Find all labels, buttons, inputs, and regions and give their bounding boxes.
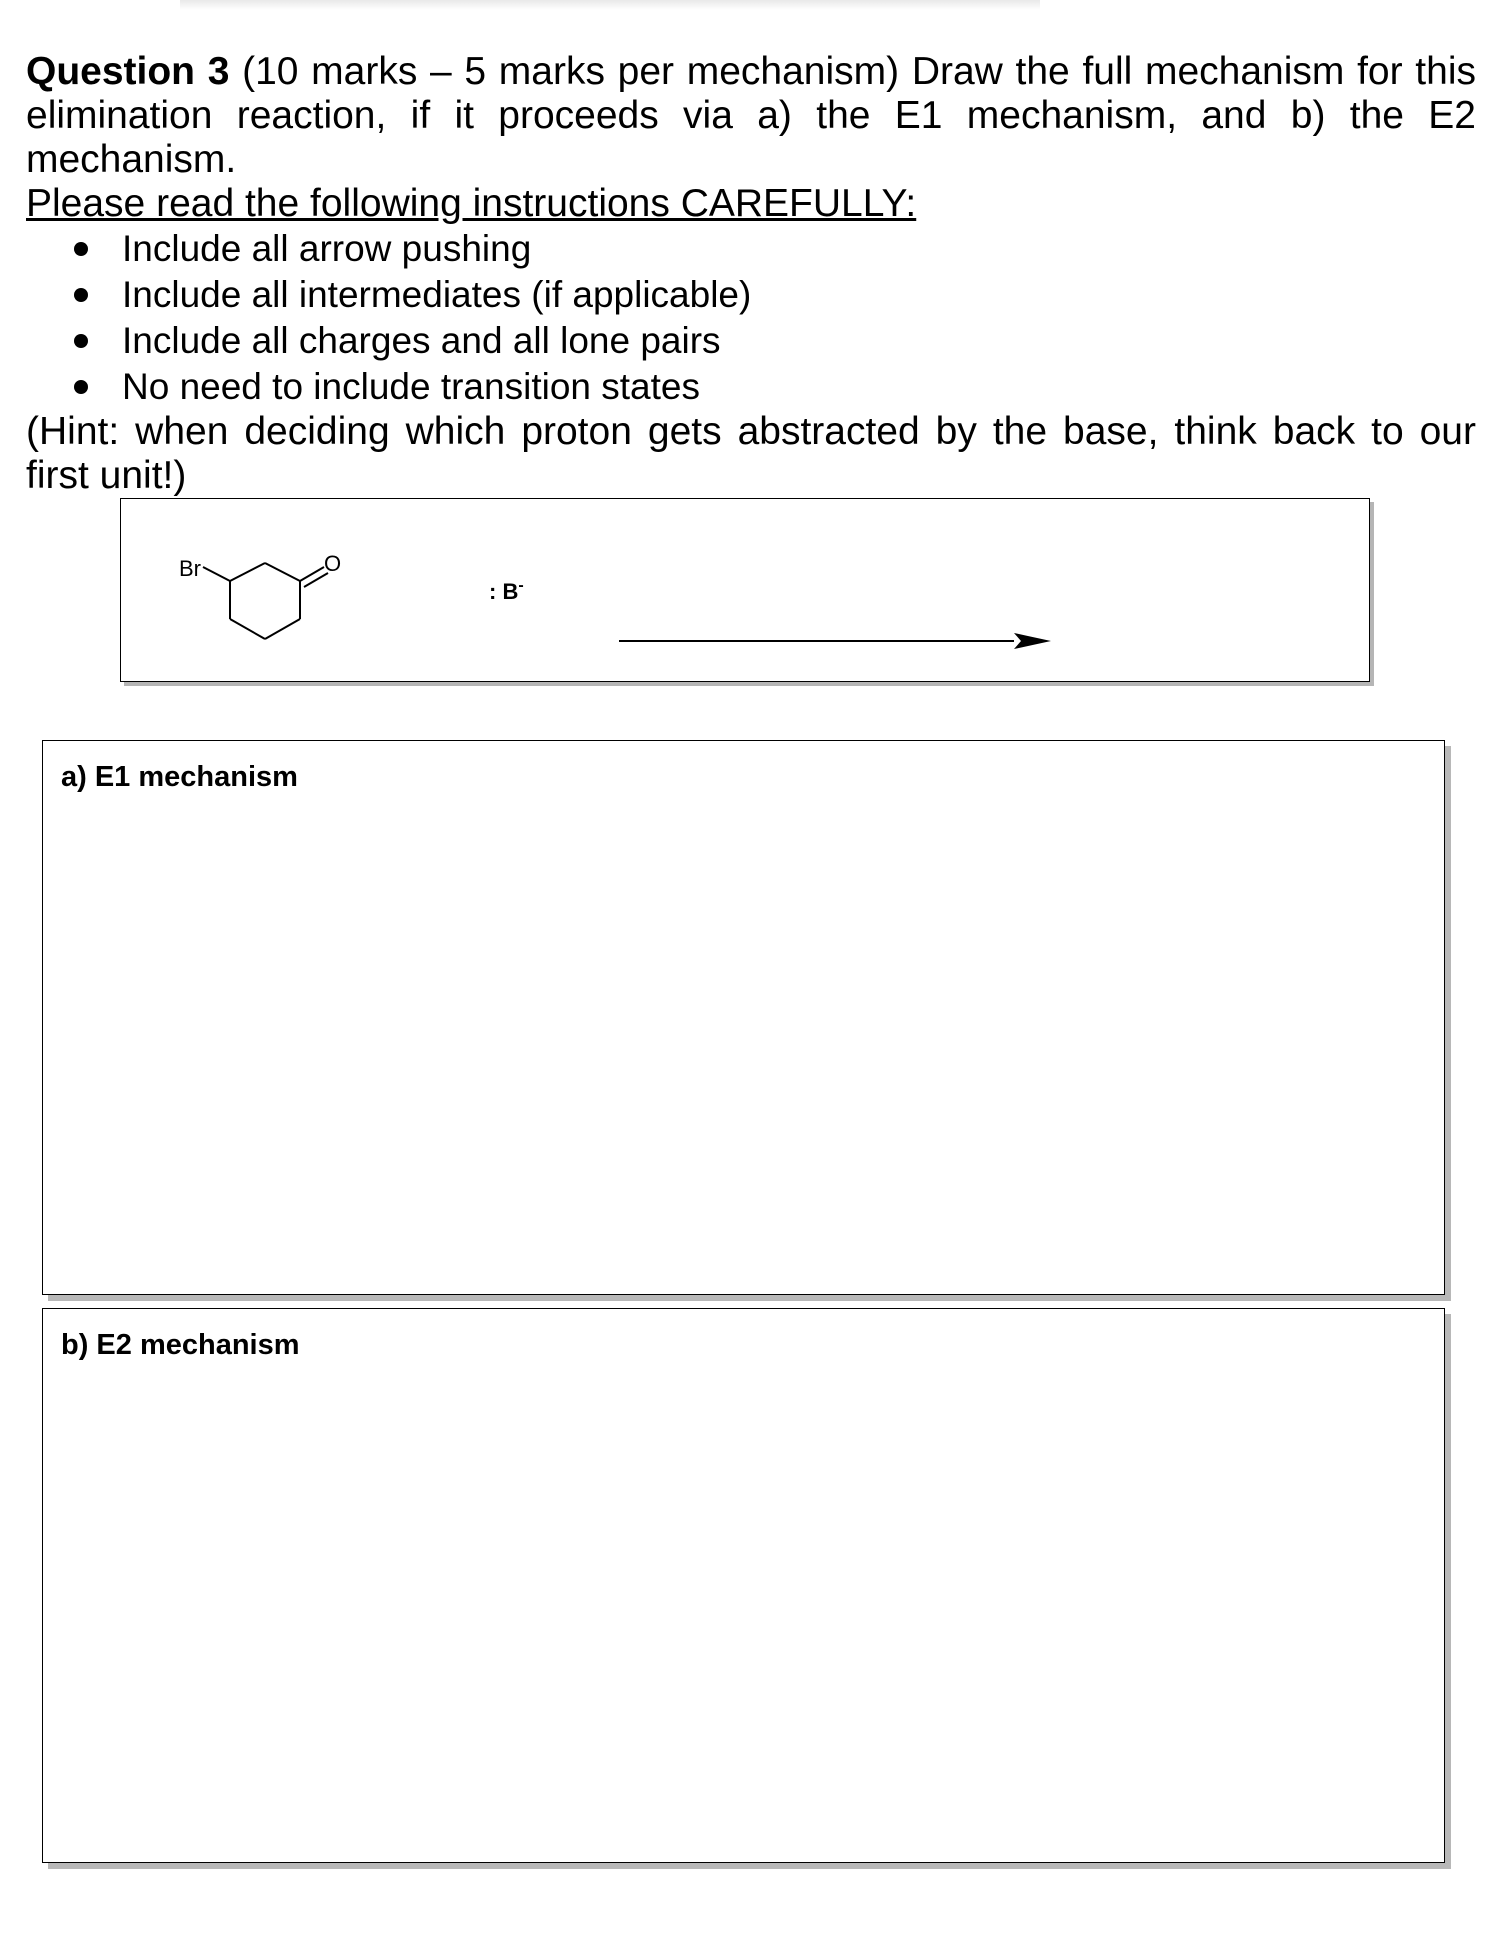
ring-bond (230, 563, 265, 581)
ring-bond (230, 619, 265, 639)
e1-answer-box[interactable] (42, 740, 1445, 1295)
e2-answer-box[interactable] (42, 1308, 1445, 1863)
instruction-list (26, 226, 1476, 410)
reaction-arrow (619, 633, 1051, 649)
question-intro-text: (10 marks – 5 marks per mechanism) Draw the full mechanism for this elimination reaction, if it proceeds via a) the E1 mechanism, and b) the E2 mechanism. (26, 50, 1476, 181)
question-intro (26, 50, 1476, 182)
carbonyl-double-bond-a (300, 567, 324, 581)
bromine-atom-label: Br (179, 556, 201, 581)
reaction-scheme (121, 499, 1371, 683)
base-label (489, 577, 524, 604)
instruction-item: Include all intermediates (if applicable) (26, 272, 1476, 318)
e2-section-label: b) E2 mechanism (61, 1329, 300, 1361)
e1-section-label: a) E1 mechanism (61, 761, 298, 793)
hint-text: (Hint: when deciding which proton gets abstracted by the base, think back to our first unit!) (26, 410, 1476, 497)
ring-bond (265, 563, 300, 581)
reaction-scheme-box (120, 498, 1370, 682)
instruction-item: Include all charges and all lone pairs (26, 318, 1476, 364)
ring-bond (265, 619, 300, 639)
instruction-item: No need to include transition states (26, 364, 1476, 410)
question-number: Question 3 (26, 50, 230, 93)
oxygen-atom-label: O (324, 551, 342, 576)
instructions-heading: Please read the following instructions CAREFULLY: (26, 182, 917, 225)
base-symbol: : B (489, 579, 519, 604)
scan-edge-shadow (180, 0, 1040, 10)
question-text (26, 50, 1476, 498)
bromocyclohexanone-structure (203, 563, 328, 639)
c-br-bond (203, 567, 230, 581)
instruction-item: Include all arrow pushing (26, 226, 1476, 272)
base-charge: - (518, 577, 524, 594)
arrow-head-icon (1014, 633, 1051, 649)
